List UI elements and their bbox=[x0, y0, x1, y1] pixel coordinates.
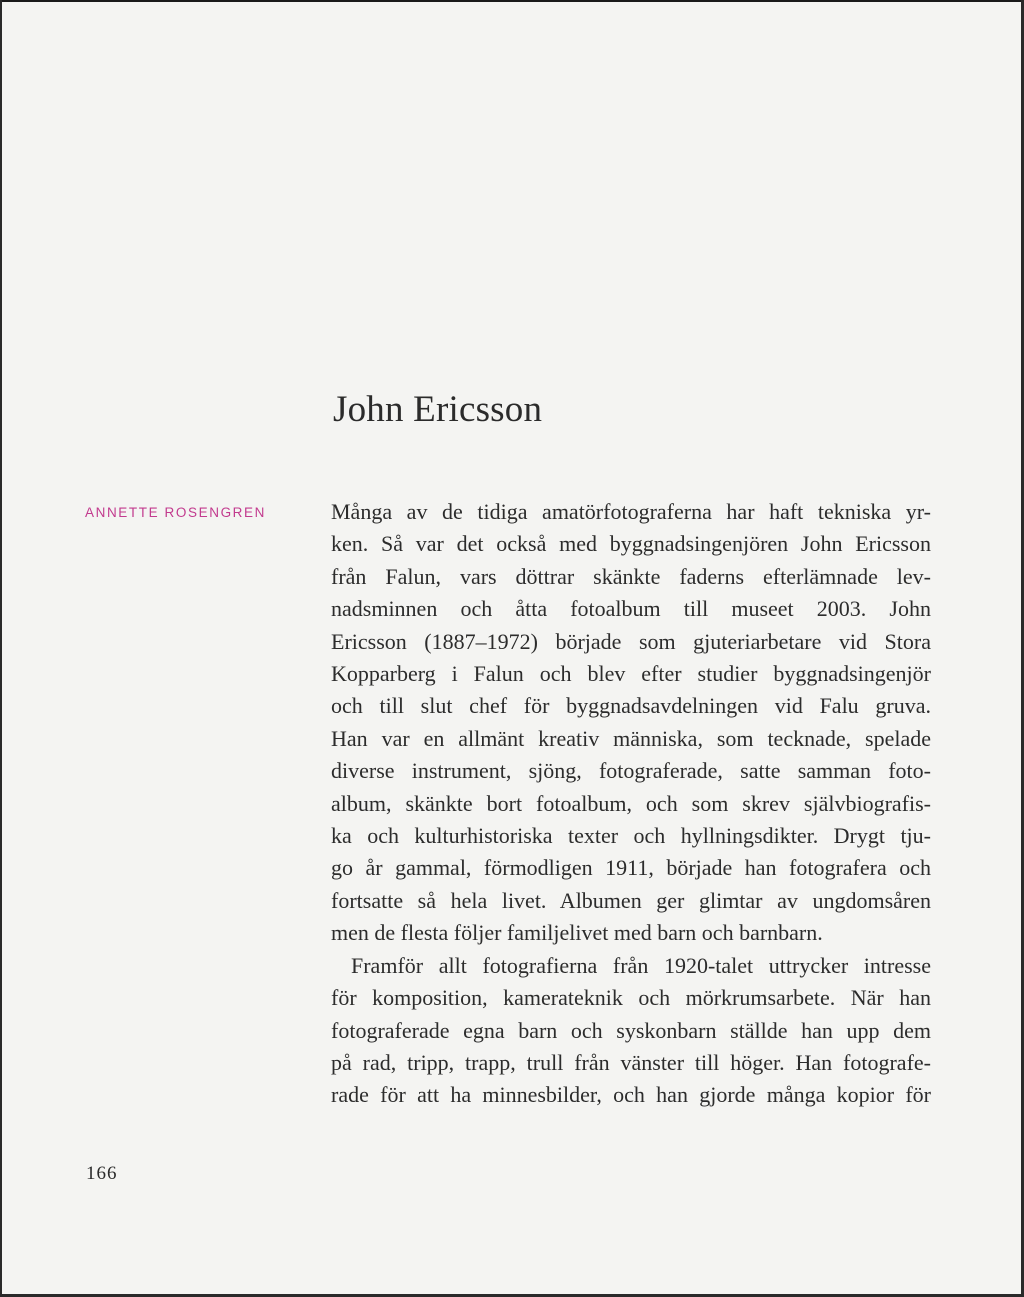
page-number: 166 bbox=[86, 1163, 118, 1184]
text-line: album, skänkte bort fotoalbum, och som skrev självbiografis- bbox=[331, 790, 931, 816]
text-line: men de flesta följer familjelivet med barn och barnbarn. bbox=[331, 920, 823, 946]
text-line: diverse instrument, sjöng, fotograferade, satte samman foto- bbox=[331, 758, 931, 784]
text-line: Ericsson (1887–1972) började som gjuteriarbetare vid Stora bbox=[331, 628, 931, 654]
text-line: Många av de tidiga amatörfotograferna har haft tekniska yr- bbox=[331, 499, 931, 524]
chapter-title: John Ericsson bbox=[333, 389, 543, 430]
page-edge-top bbox=[0, 0, 1024, 2]
paragraph-2 bbox=[331, 950, 931, 1112]
text-line: ken. Så var det också med byggnadsingenjören John Ericsson bbox=[331, 531, 931, 557]
text-line: från Falun, vars döttrar skänkte faderns efterlämnade lev- bbox=[331, 563, 931, 589]
text-line: och till slut chef för byggnadsavdelningen vid Falu gruva. bbox=[331, 693, 931, 719]
text-line: fotograferade egna barn och syskonbarn ställde han upp dem bbox=[331, 1017, 931, 1043]
body-text bbox=[331, 496, 931, 1112]
text-line: Framför allt fotografierna från 1920-talet uttrycker intresse bbox=[351, 952, 931, 978]
text-line: för komposition, kamerateknik och mörkrumsarbete. När han bbox=[331, 985, 931, 1011]
text-line: go år gammal, förmodligen 1911, började han fotografera och bbox=[331, 855, 931, 881]
text-line: rade för att ha minnesbilder, och han gjorde många kopior för bbox=[331, 1082, 931, 1108]
paragraph-1 bbox=[331, 496, 931, 950]
text-line: Han var en allmänt kreativ människa, som tecknade, spelade bbox=[331, 725, 931, 751]
text-line: nadsminnen och åtta fotoalbum till museet 2003. John bbox=[331, 596, 931, 622]
page-edge-left bbox=[0, 0, 2, 1297]
text-line: på rad, tripp, trapp, trull från vänster till höger. Han fotografe- bbox=[331, 1049, 931, 1075]
author-name: ANNETTE ROSENGREN bbox=[85, 505, 266, 520]
text-line: fortsatte så hela livet. Albumen ger glimtar av ungdomsåren bbox=[331, 887, 931, 913]
text-line: ka och kulturhistoriska texter och hyllningsdikter. Drygt tju- bbox=[331, 823, 931, 849]
text-line: Kopparberg i Falun och blev efter studier byggnadsingenjör bbox=[331, 661, 931, 687]
